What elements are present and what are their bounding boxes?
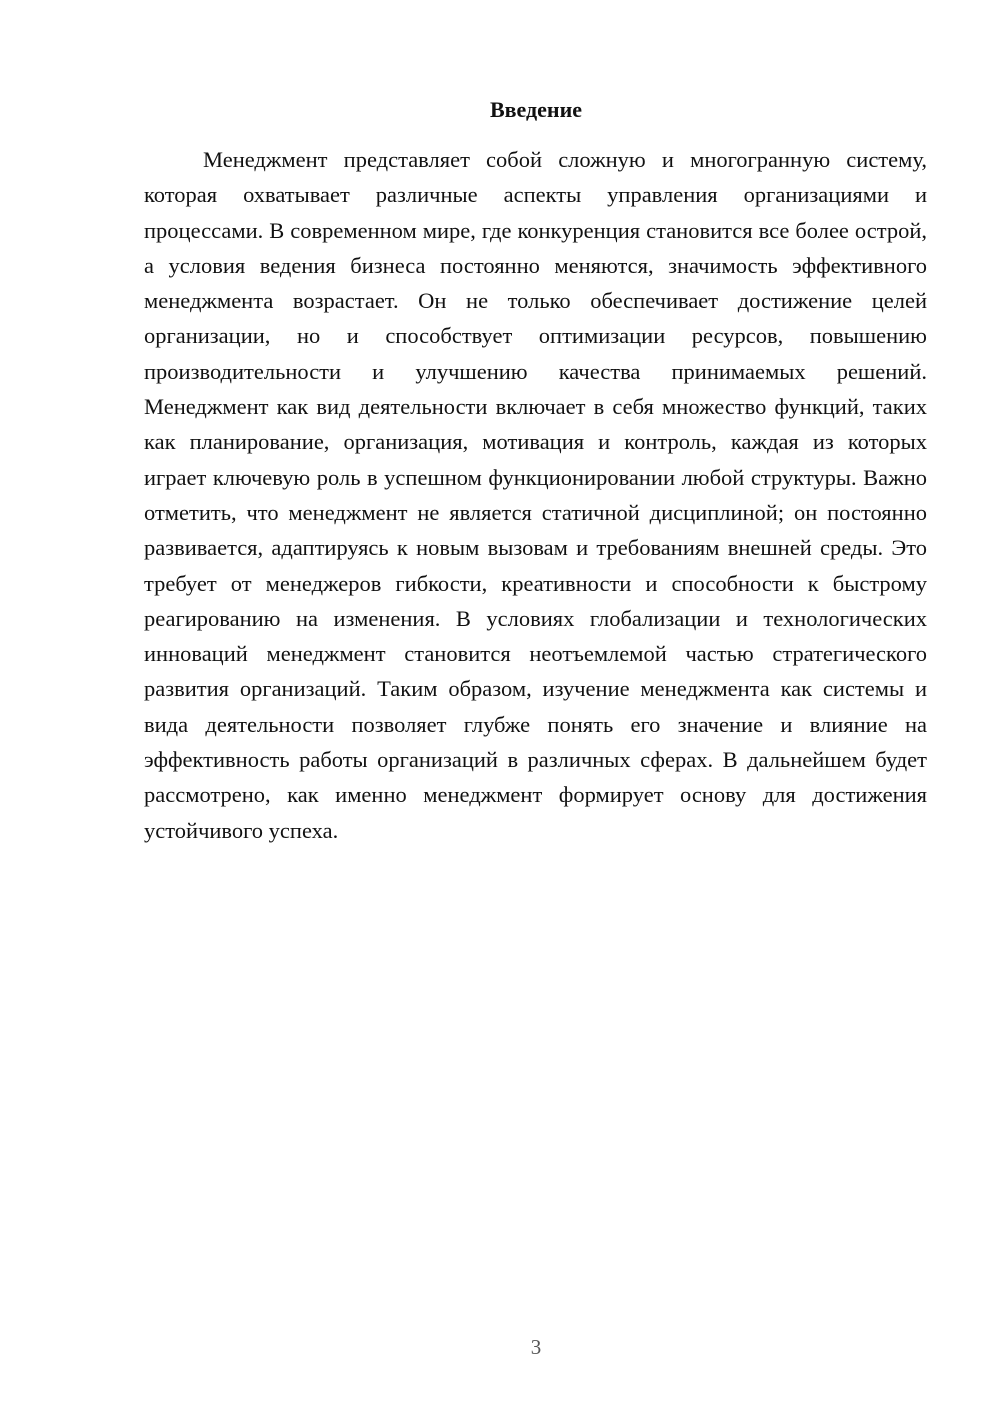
body-paragraph: Менеджмент представляет собой сложную и многогранную систему, которая охватывает различные аспекты управления организациями и процессами. В современном мире, где конкуренция становится все более острой, а условия ведения бизнеса постоянно меняются, значимость эффективного менеджмента возрастает. Он не только обеспечивает достижение целей организации, но и способствует оптимизации ресурсов, повышению производительности и улучшению качества принимаемых решений. Менеджмент как вид деятельности включает в себя множество функций, таких как планирование, организация, мотивация и контроль, каждая из которых играет ключевую роль в успешном функционировании любой структуры. Важно отметить, что менеджмент не является статичной дисциплиной; он постоянно развивается, адаптируясь к новым вызовам и требованиям внешней среды. Это требует от менеджеров гибкости, креативности и способности к быстрому реагированию на изменения. В условиях глобализации и технологических инноваций менеджмент становится неотъемлемой частью стратегического развития организаций. Таким образом, изучение менеджмента как системы и вида деятельности позволяет глубже понять его значение и влияние на эффективность работы организаций в различных сферах. В дальнейшем будет рассмотрено, как именно менеджмент формирует основу для достижения устойчивого успеха. — [144, 147, 927, 843]
section-title: Введение — [489, 97, 583, 122]
page-number: 3 — [530, 1335, 542, 1359]
